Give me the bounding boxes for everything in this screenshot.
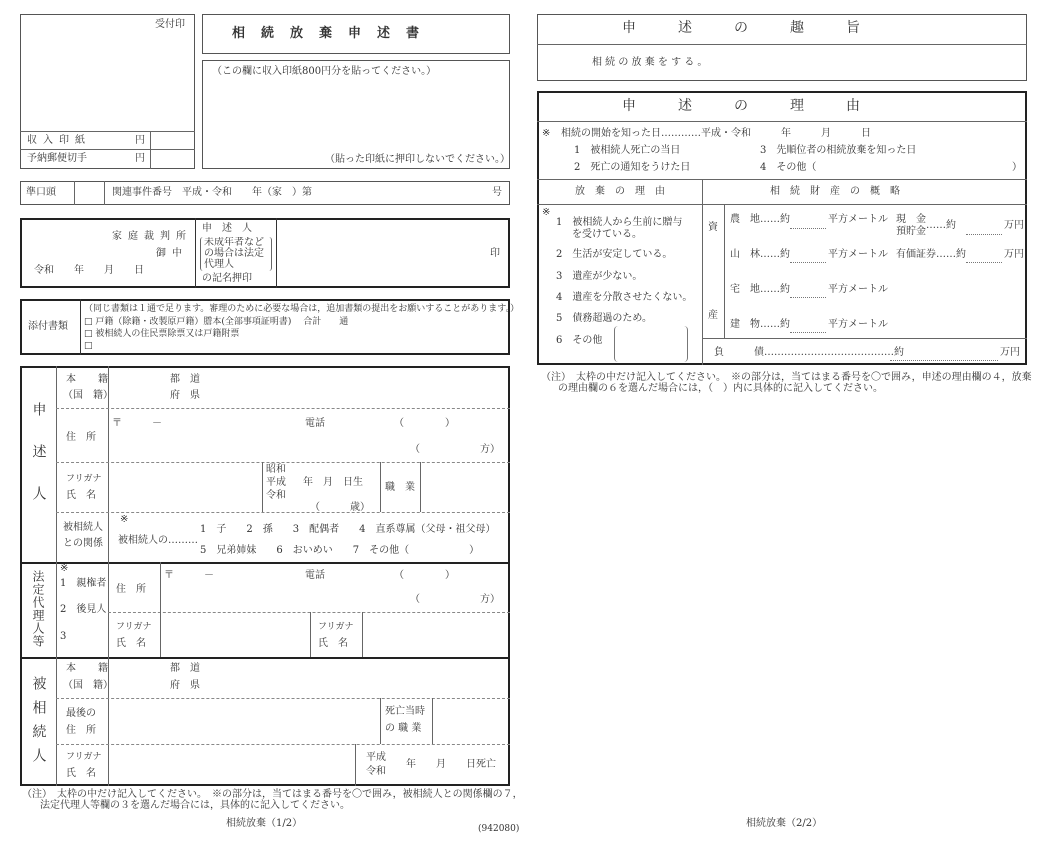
start-date-label: 相続の開始を知った日…………平成・令和 年 月 日	[561, 128, 871, 139]
footnote-right-1: （注） 太枠の中だけ記入してください。 ※の部分は，当てはまる番号を〇で囲み，申述の理由欄の４，放棄	[541, 372, 1032, 383]
parties-table	[20, 366, 510, 786]
page1-label: 相続放棄（1/2）	[226, 818, 303, 829]
reason-header: 放 棄 の 理 由	[575, 186, 665, 197]
revenue-stamp-label: 収入印紙	[27, 135, 91, 146]
footnote-left-1: （注） 太枠の中だけ記入してください。 ※の部分は，当てはまる番号を〇で囲み，被相続人との関係欄の７，	[22, 789, 523, 800]
seal-mark: 印	[490, 248, 500, 259]
minor-note: 未成年者などの場合は法定代理人	[200, 237, 272, 271]
footnote-right-2: の理由欄の６を選んだ場合には，（ ）内に具体的に記入してください。	[558, 383, 883, 394]
filing-date: 令和 年 月 日	[34, 265, 144, 276]
purpose-title: 申 述 の 趣 旨	[622, 20, 874, 36]
other-reason-bracket[interactable]	[614, 326, 688, 362]
applicant-section-label: 申述人	[30, 402, 47, 528]
legal-rep-section-label: 法定代理人等	[31, 570, 45, 648]
attach-checkbox-3[interactable]: □	[84, 341, 93, 351]
page2-label: 相続放棄（2/2）	[746, 818, 823, 829]
form-title: 相続放棄申述書	[232, 26, 436, 41]
receipt-stamp-label: 受付印	[155, 19, 185, 30]
purpose-text: 相 続 の 放 棄 を す る 。	[592, 57, 708, 68]
attach-checkbox-1[interactable]: □ 戸籍（除籍・改製原戸籍）謄本(全部事項証明書) 合計 通	[84, 317, 349, 327]
decedent-section-label: 被相続人	[30, 676, 47, 772]
court-name: 家庭裁判所	[112, 231, 192, 242]
reasons-title: 申 述 の 理 由	[622, 98, 874, 114]
form-code: (942080)	[478, 824, 520, 834]
postage-label: 予納郵便切手	[27, 153, 87, 164]
estate-header: 相 続 財 産 の 概 略	[770, 186, 900, 197]
footnote-left-2: 法定代理人等欄の３を選んだ場合には，具体的に記入してください。	[40, 800, 350, 811]
attach-checkbox-2[interactable]: □ 被相続人の住民票除票又は戸籍附票	[84, 329, 240, 339]
